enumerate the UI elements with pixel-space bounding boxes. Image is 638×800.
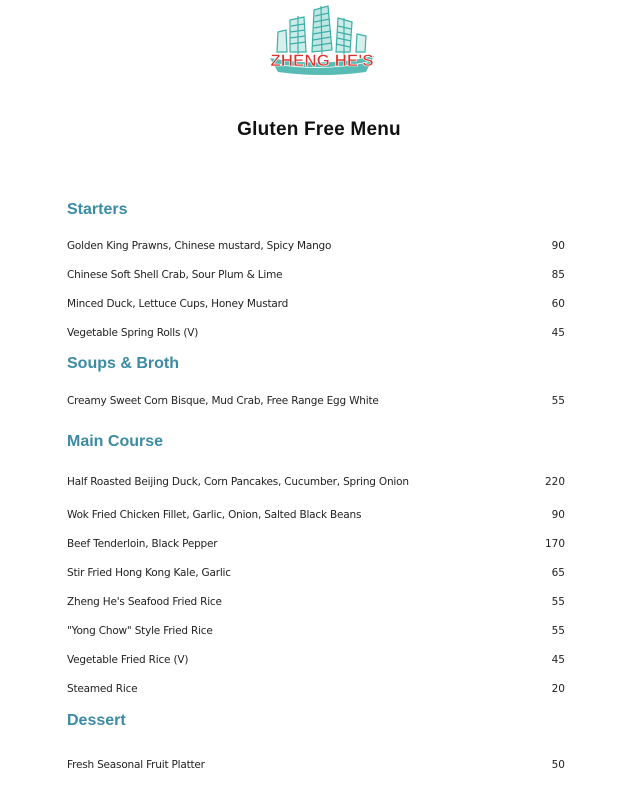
- menu-item-name: Wok Fried Chicken Fillet, Garlic, Onion, Salted Black Beans: [67, 509, 362, 521]
- menu-item: [67, 654, 565, 670]
- menu-item-price: 85: [551, 269, 565, 281]
- menu-item-name: Fresh Seasonal Fruit Platter: [67, 759, 205, 771]
- menu-item-price: 20: [551, 683, 565, 695]
- menu-item: [67, 625, 565, 641]
- menu-item-price: 55: [551, 596, 565, 608]
- menu-item: [67, 538, 565, 554]
- menu-item-price: 55: [551, 625, 565, 637]
- logo: [0, 0, 638, 90]
- menu-item-name: Stir Fried Hong Kong Kale, Garlic: [67, 567, 231, 579]
- menu-item-price: 45: [551, 654, 565, 666]
- section-heading-soups-broth: Soups & Broth: [67, 355, 179, 372]
- menu-item-price: 90: [551, 240, 565, 252]
- menu-item: [67, 395, 565, 411]
- menu-item-name: Half Roasted Beijing Duck, Corn Pancakes, Cucumber, Spring Onion: [67, 476, 409, 488]
- menu-item-name: Zheng He's Seafood Fried Rice: [67, 596, 222, 608]
- menu-item: [67, 596, 565, 612]
- menu-item: [67, 240, 565, 256]
- menu-item: [67, 567, 565, 583]
- page-title: Gluten Free Menu: [237, 119, 401, 140]
- logo-wordmark: ZHENG HE'S: [270, 51, 374, 70]
- menu-item: [67, 327, 565, 343]
- section-heading-dessert: Dessert: [67, 712, 126, 729]
- menu-item-name: Creamy Sweet Corn Bisque, Mud Crab, Free Range Egg White: [67, 395, 379, 407]
- menu-item-price: 50: [551, 759, 565, 771]
- junk-ship-logo-icon: [262, 2, 382, 80]
- menu-item: [67, 759, 565, 775]
- menu-item-name: Beef Tenderloin, Black Pepper: [67, 538, 218, 550]
- menu-item-price: 220: [544, 476, 565, 488]
- menu-item-name: Golden King Prawns, Chinese mustard, Spicy Mango: [67, 240, 332, 252]
- menu-item-name: Vegetable Fried Rice (V): [67, 654, 189, 666]
- menu-item-price: 55: [551, 395, 565, 407]
- menu-item: [67, 269, 565, 285]
- section-heading-main-course: Main Course: [67, 433, 164, 450]
- section-heading-starters: Starters: [67, 201, 128, 218]
- menu-item-price: 45: [551, 327, 565, 339]
- menu-item-name: Chinese Soft Shell Crab, Sour Plum & Lime: [67, 269, 283, 281]
- menu-item: [67, 683, 565, 699]
- menu-item-price: 60: [551, 298, 565, 310]
- menu-item-price: 90: [551, 509, 565, 521]
- menu-item: [67, 476, 565, 492]
- menu-item-name: Minced Duck, Lettuce Cups, Honey Mustard: [67, 298, 289, 310]
- menu-item-name: "Yong Chow" Style Fried Rice: [67, 625, 213, 637]
- menu-item: [67, 298, 565, 314]
- menu-item-name: Steamed Rice: [67, 683, 138, 695]
- menu-item-name: Vegetable Spring Rolls (V): [67, 327, 199, 339]
- menu-item: [67, 509, 565, 525]
- menu-item-price: 65: [551, 567, 565, 579]
- menu-item-price: 170: [544, 538, 565, 550]
